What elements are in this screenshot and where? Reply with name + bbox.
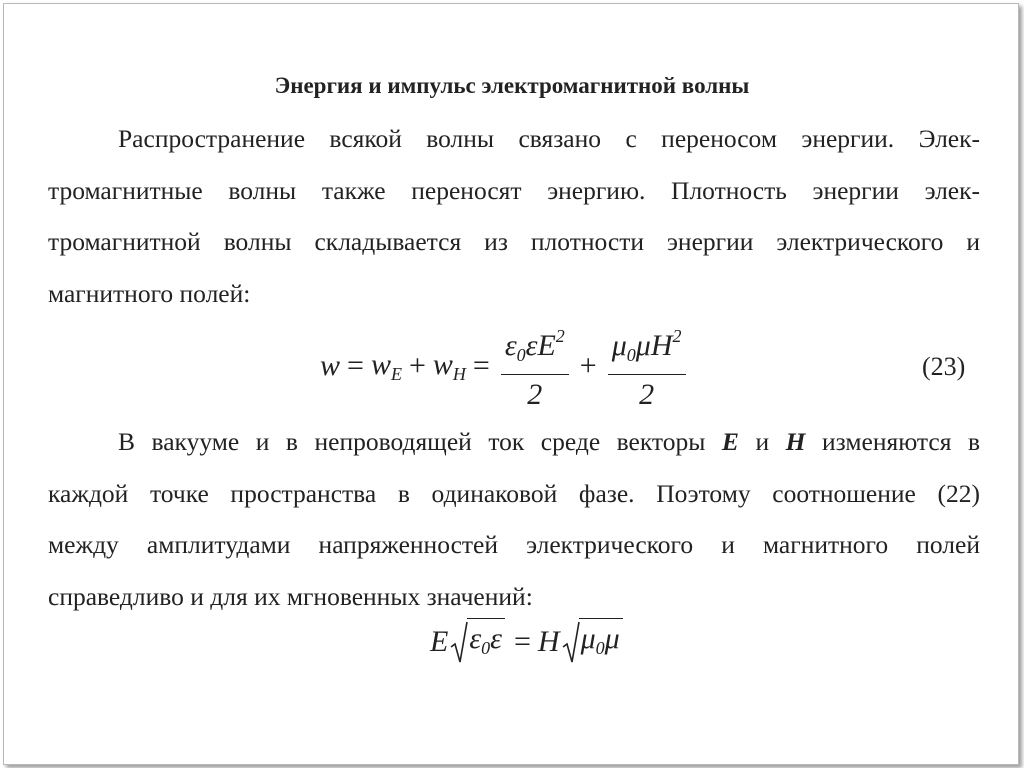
- energy-density-formula: [320, 326, 690, 411]
- square-root: [562, 618, 623, 665]
- equals-sign: =: [513, 624, 531, 658]
- symbol-E: E: [537, 329, 556, 362]
- paragraph-line: тромагнитные волны также переносят энергию. Плотность энергии элек-: [48, 175, 980, 205]
- paragraph-line: каждой точке пространства в одинаковой фазе. Поэтому соотношение (22): [48, 478, 980, 508]
- equation-number: (23): [922, 352, 966, 381]
- symbol-mu: μ: [604, 622, 620, 655]
- paragraph-line: между амплитудами напряженностей электрического и магнитного полей: [48, 530, 980, 559]
- text-run: В вакууме и в непроводящей ток среде векторы: [118, 427, 722, 456]
- fraction-denominator: 2: [527, 378, 543, 411]
- subscript-0: 0: [626, 345, 636, 365]
- paragraph-line: магнитного полей:: [48, 278, 251, 308]
- paragraph-line: справедливо и для их мгновенных значений:: [48, 581, 533, 611]
- slide-title: Энергия и импульс электромагнитной волны: [274, 73, 750, 98]
- symbol-mu: μ: [635, 329, 651, 362]
- paragraph-energy-transfer: [48, 113, 980, 319]
- symbol-E: E: [430, 624, 449, 658]
- symbol-w: w: [320, 349, 341, 382]
- fraction-numerator: [608, 319, 686, 375]
- symbol-H: H: [537, 624, 560, 658]
- paragraph-vacuum-phase: [48, 416, 980, 622]
- plus-sign: +: [408, 349, 426, 382]
- subscript-0: 0: [595, 638, 605, 658]
- fraction-denominator: 2: [639, 378, 655, 411]
- exponent: 2: [672, 326, 682, 346]
- paragraph-line: Распространение всякой волны связано с переносом энергии. Элек-: [118, 124, 980, 153]
- radicand: [579, 618, 623, 665]
- fraction-numerator: [501, 319, 569, 375]
- vector-E: E: [721, 427, 739, 456]
- symbol-epsilon: ε: [490, 622, 502, 655]
- subscript-0: 0: [481, 638, 491, 658]
- term-wE: [371, 348, 402, 385]
- symbol-epsilon: ε: [469, 622, 482, 655]
- paragraph-line: [48, 416, 980, 468]
- symbol-epsilon: ε: [525, 329, 538, 362]
- magnetic-energy-fraction: [608, 319, 686, 413]
- symbol-mu: μ: [580, 622, 596, 655]
- term-wH: [433, 348, 466, 385]
- subscript-0: 0: [516, 345, 526, 365]
- symbol-H: H: [650, 329, 673, 362]
- electric-energy-fraction: [501, 319, 569, 413]
- equals-sign: =: [472, 349, 490, 382]
- subscript-E: E: [390, 363, 402, 384]
- subscript-H: H: [452, 363, 466, 384]
- text-run: изменяются в: [805, 427, 980, 456]
- symbol-w: w: [432, 347, 453, 381]
- square-root: [450, 618, 505, 665]
- equals-sign: =: [347, 349, 364, 382]
- symbol-epsilon: ε: [504, 329, 517, 362]
- radical-sign-icon: [450, 621, 468, 665]
- symbol-mu: μ: [611, 329, 627, 362]
- amplitude-relation-formula: [430, 618, 625, 665]
- vector-H: H: [785, 427, 806, 456]
- paragraph-line: тромагнитной волны складывается из плотности энергии электрического и: [48, 227, 980, 256]
- radical-sign-icon: [562, 621, 580, 665]
- exponent: 2: [555, 326, 565, 346]
- plus-sign: +: [579, 349, 597, 382]
- symbol-w: w: [370, 347, 391, 381]
- radicand: [467, 618, 505, 665]
- text-run: и: [738, 427, 786, 456]
